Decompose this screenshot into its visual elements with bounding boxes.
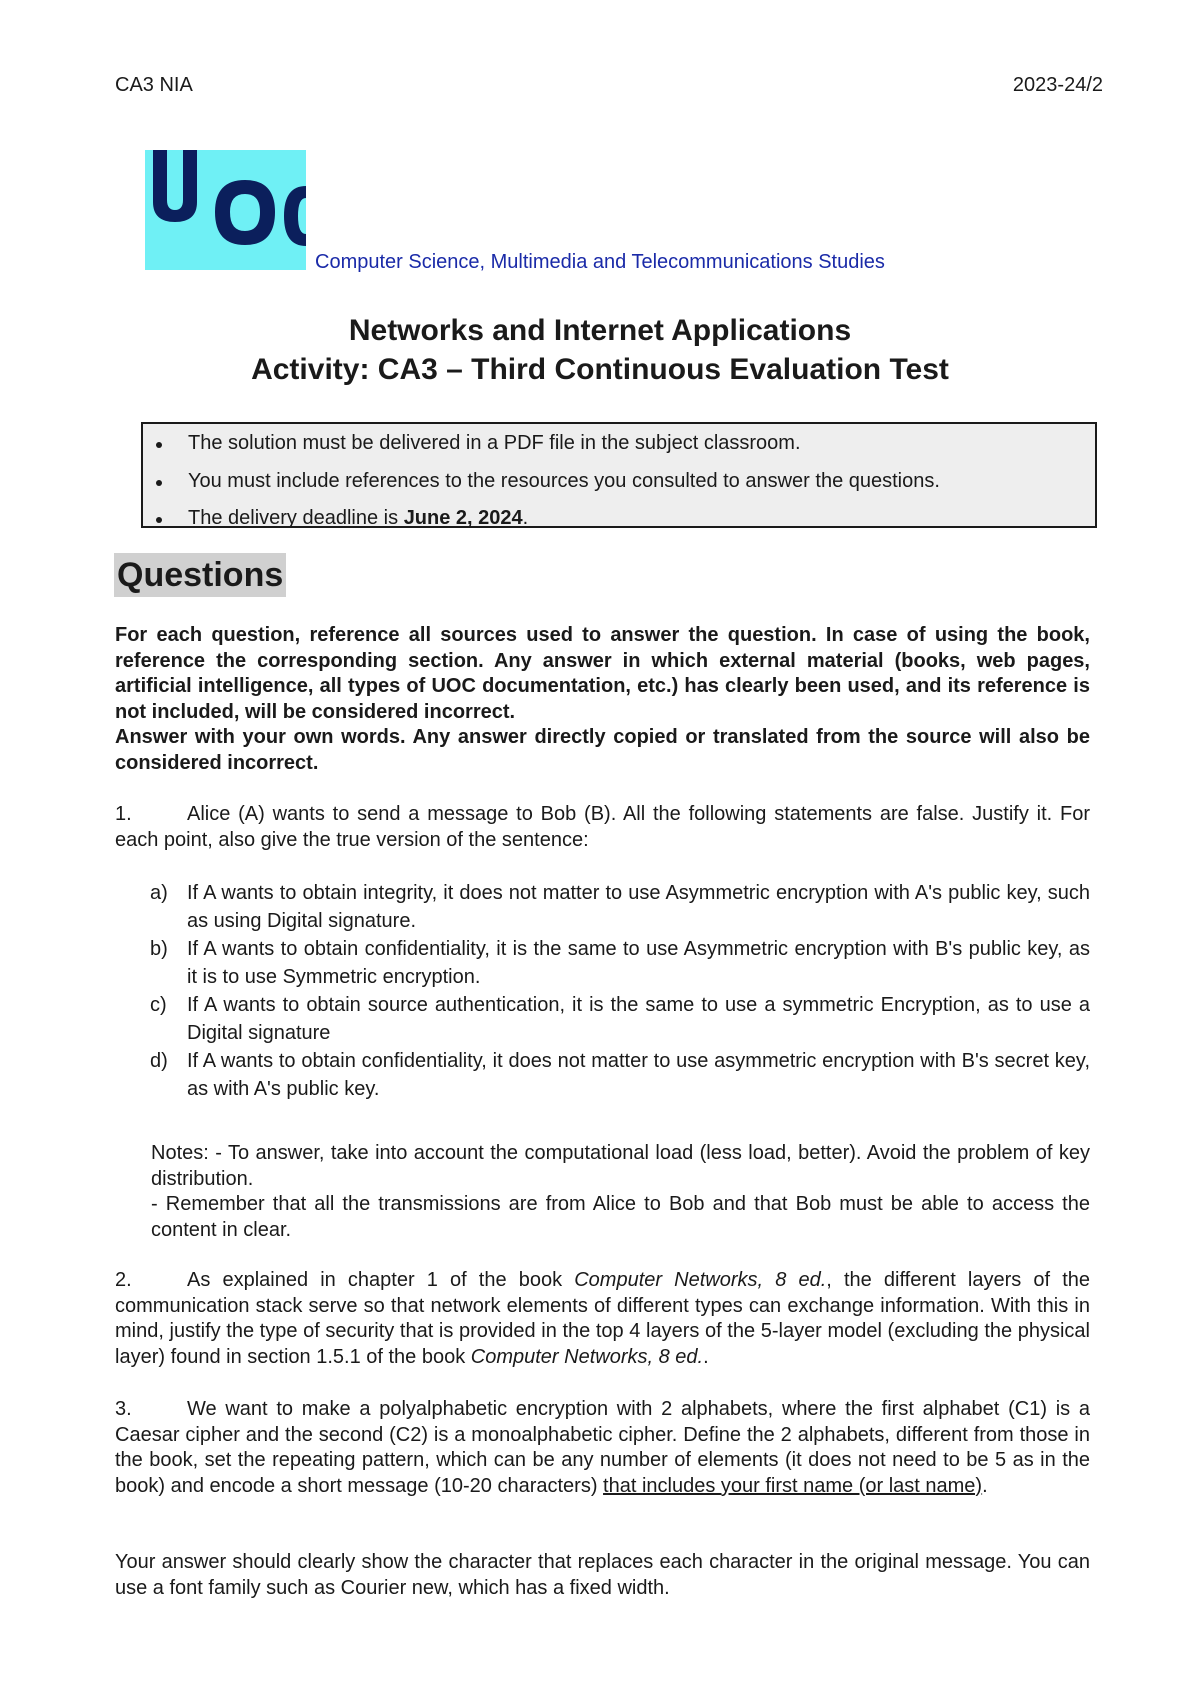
question-text-part: . xyxy=(982,1474,988,1497)
option-letter: b) xyxy=(150,938,168,960)
question-1 xyxy=(115,802,1090,853)
deadline-suffix: . xyxy=(522,507,529,529)
option-letter: c) xyxy=(150,994,167,1016)
instruction-item xyxy=(188,507,528,530)
header-semester: 2023-24/2 xyxy=(1012,74,1103,96)
option-text: If A wants to obtain source authentication, it is the same to use a symmetric Encryption, as to use a Digital signature xyxy=(187,994,1090,1044)
question-text-part: We want to make a polyalphabetic encryption with 2 alphabets, where the first alphabet (C1) is a Caesar cipher and the second (C2) is a monoalphabetic cipher. Define the 2 alphabets, different from those in the book, set the repeating pattern, which can be any number of elements (it does not need to be 5 as in the book) and encode a short message (10-20 characters) xyxy=(115,1398,1090,1497)
option-text: If A wants to obtain confidentiality, it is the same to use Asymmetric encryption with B's public key, as it is to use Symmetric encryption. xyxy=(187,938,1090,988)
deadline-prefix: The delivery deadline is xyxy=(188,507,404,529)
options-list xyxy=(150,879,1090,1103)
question-number: 1. xyxy=(115,803,132,825)
option-text: If A wants to obtain integrity, it does not matter to use Asymmetric encryption with A's public key, such as using Digital signature. xyxy=(187,882,1090,932)
intro-reference-rule: For each question, reference all sources used to answer the question. In case of using the book, reference the corresponding section. Any answer in which external material (books, web pages, artificial intelligence, all types of UOC documentation, etc.) has clearly been used, and its reference is not included, will be considered incorrect. xyxy=(115,624,1090,723)
intro-own-words-rule: Answer with your own words. Any answer directly copied or translated from the source will also be considered incorrect. xyxy=(115,726,1090,774)
book-title: Computer Networks, 8 ed. xyxy=(574,1269,827,1291)
instruction-item: The solution must be delivered in a PDF file in the subject classroom. xyxy=(188,432,801,454)
option-c xyxy=(150,991,1090,1047)
note-computational-load: Notes: - To answer, take into account the computational load (less load, better). Avoid the problem of key distribution. xyxy=(151,1142,1090,1190)
option-d xyxy=(150,1047,1090,1103)
title-subject: Networks and Internet Applications xyxy=(348,314,852,347)
uoc-logo-mark xyxy=(145,150,306,270)
questions-intro xyxy=(115,623,1090,777)
deadline-date: June 2, 2024 xyxy=(403,507,523,529)
option-a xyxy=(150,879,1090,935)
question-1-notes xyxy=(151,1141,1090,1243)
studies-subtitle: Computer Science, Multimedia and Telecommunications Studies xyxy=(315,251,885,273)
uoc-logo xyxy=(145,150,306,270)
question-3 xyxy=(115,1397,1090,1499)
document-title xyxy=(0,311,1200,389)
question-number: 3. xyxy=(115,1398,132,1420)
question-text: Alice (A) wants to send a message to Bob (B). All the following statements are false. Justify it. For each point, also give the true version of the sentence: xyxy=(115,803,1090,851)
note-transmissions: - Remember that all the transmissions are from Alice to Bob and that Bob must be able to access the content in clear. xyxy=(151,1193,1090,1241)
instruction-item: You must include references to the resources you consulted to answer the questions. xyxy=(188,470,940,492)
instructions-box xyxy=(141,422,1097,528)
underlined-requirement: that includes your first name (or last name) xyxy=(603,1474,983,1497)
question-3-followup: Your answer should clearly show the character that replaces each character in the original message. You can use a font family such as Courier new, which has a fixed width. xyxy=(115,1551,1090,1599)
question-text-part: As explained in chapter 1 of the book xyxy=(187,1269,575,1291)
question-2 xyxy=(115,1268,1090,1370)
question-number: 2. xyxy=(115,1269,132,1291)
questions-heading: Questions xyxy=(114,553,286,597)
header-course-code: CA3 NIA xyxy=(115,74,193,96)
question-text-part: . xyxy=(703,1345,709,1368)
question-text-part: , the different layers of the communication stack serve so that network elements of different types can exchange information. With this in mind, justify the type of security that is provided in the top 4 layers of the 5-layer model (excluding the physical layer) found in section 1.5.1 of the book xyxy=(115,1269,1090,1368)
option-b xyxy=(150,935,1090,991)
option-text: If A wants to obtain confidentiality, it does not matter to use asymmetric encryption with B's secret key, as with A's public key. xyxy=(187,1050,1090,1100)
title-activity: Activity: CA3 – Third Continuous Evaluation Test xyxy=(251,353,949,386)
book-title: Computer Networks, 8 ed. xyxy=(470,1345,704,1368)
option-letter: d) xyxy=(150,1050,168,1072)
option-letter: a) xyxy=(150,882,168,904)
